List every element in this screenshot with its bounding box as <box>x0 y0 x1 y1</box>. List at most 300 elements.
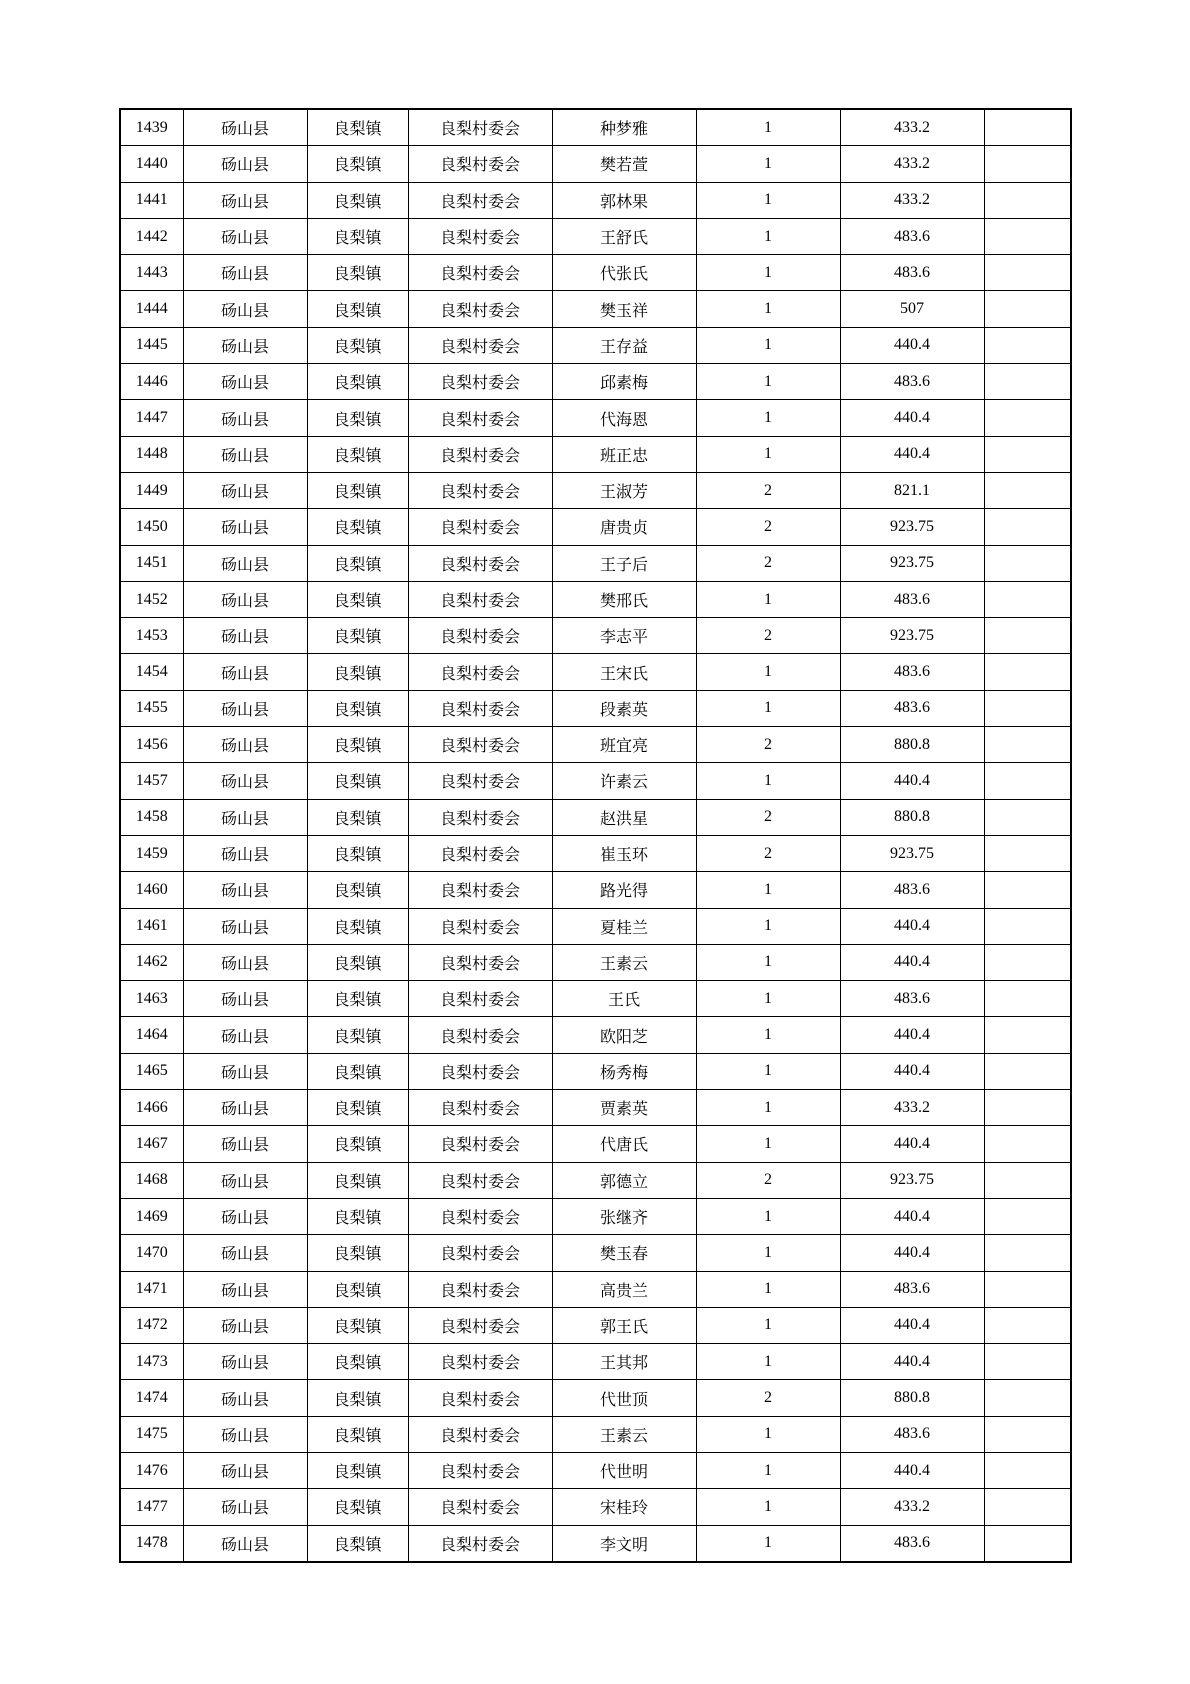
amount-cell: 923.75 <box>840 1162 984 1198</box>
name-cell: 崔玉环 <box>552 835 696 871</box>
count-cell: 1 <box>696 1525 840 1562</box>
remark-cell <box>984 436 1071 472</box>
table-row <box>120 182 1071 218</box>
count-cell: 1 <box>696 872 840 908</box>
town-cell: 良梨镇 <box>307 944 408 980</box>
village-committee-cell: 良梨村委会 <box>408 182 552 218</box>
name-cell: 郭林果 <box>552 182 696 218</box>
village-committee-cell: 良梨村委会 <box>408 1452 552 1488</box>
amount-cell: 440.4 <box>840 327 984 363</box>
amount-cell: 880.8 <box>840 799 984 835</box>
count-cell: 1 <box>696 581 840 617</box>
amount-cell: 923.75 <box>840 835 984 871</box>
village-committee-cell: 良梨村委会 <box>408 908 552 944</box>
amount-cell: 433.2 <box>840 1489 984 1525</box>
town-cell: 良梨镇 <box>307 436 408 472</box>
name-cell: 王氏 <box>552 981 696 1017</box>
table-row <box>120 618 1071 654</box>
village-committee-cell: 良梨村委会 <box>408 763 552 799</box>
row-number-cell: 1454 <box>120 654 183 690</box>
name-cell: 王宋氏 <box>552 654 696 690</box>
name-cell: 樊若萱 <box>552 146 696 182</box>
remark-cell <box>984 1452 1071 1488</box>
county-cell: 砀山县 <box>183 1235 307 1271</box>
table-row <box>120 835 1071 871</box>
remark-cell <box>984 981 1071 1017</box>
town-cell: 良梨镇 <box>307 872 408 908</box>
table-row <box>120 872 1071 908</box>
name-cell: 宋桂玲 <box>552 1489 696 1525</box>
amount-cell: 440.4 <box>840 1452 984 1488</box>
village-committee-cell: 良梨村委会 <box>408 581 552 617</box>
name-cell: 杨秀梅 <box>552 1053 696 1089</box>
village-committee-cell: 良梨村委会 <box>408 1126 552 1162</box>
row-number-cell: 1469 <box>120 1198 183 1234</box>
table-row <box>120 1416 1071 1452</box>
name-cell: 贾素英 <box>552 1090 696 1126</box>
amount-cell: 483.6 <box>840 218 984 254</box>
row-number-cell: 1471 <box>120 1271 183 1307</box>
count-cell: 1 <box>696 908 840 944</box>
town-cell: 良梨镇 <box>307 1017 408 1053</box>
amount-cell: 483.6 <box>840 981 984 1017</box>
county-cell: 砀山县 <box>183 1416 307 1452</box>
village-committee-cell: 良梨村委会 <box>408 146 552 182</box>
village-committee-cell: 良梨村委会 <box>408 981 552 1017</box>
county-cell: 砀山县 <box>183 1017 307 1053</box>
county-cell: 砀山县 <box>183 1090 307 1126</box>
count-cell: 1 <box>696 1489 840 1525</box>
town-cell: 良梨镇 <box>307 400 408 436</box>
county-cell: 砀山县 <box>183 872 307 908</box>
table-row <box>120 436 1071 472</box>
county-cell: 砀山县 <box>183 109 307 146</box>
remark-cell <box>984 1489 1071 1525</box>
amount-cell: 923.75 <box>840 618 984 654</box>
county-cell: 砀山县 <box>183 1198 307 1234</box>
village-committee-cell: 良梨村委会 <box>408 509 552 545</box>
amount-cell: 440.4 <box>840 1307 984 1343</box>
row-number-cell: 1456 <box>120 727 183 763</box>
count-cell: 1 <box>696 1017 840 1053</box>
village-committee-cell: 良梨村委会 <box>408 654 552 690</box>
count-cell: 1 <box>696 1126 840 1162</box>
town-cell: 良梨镇 <box>307 981 408 1017</box>
remark-cell <box>984 109 1071 146</box>
row-number-cell: 1459 <box>120 835 183 871</box>
town-cell: 良梨镇 <box>307 1416 408 1452</box>
row-number-cell: 1445 <box>120 327 183 363</box>
count-cell: 2 <box>696 618 840 654</box>
county-cell: 砀山县 <box>183 981 307 1017</box>
table-row <box>120 109 1071 146</box>
row-number-cell: 1449 <box>120 472 183 508</box>
village-committee-cell: 良梨村委会 <box>408 545 552 581</box>
remark-cell <box>984 472 1071 508</box>
table-row <box>120 509 1071 545</box>
remark-cell <box>984 1198 1071 1234</box>
town-cell: 良梨镇 <box>307 1271 408 1307</box>
name-cell: 唐贵贞 <box>552 509 696 545</box>
name-cell: 高贵兰 <box>552 1271 696 1307</box>
count-cell: 2 <box>696 509 840 545</box>
name-cell: 代唐氏 <box>552 1126 696 1162</box>
county-cell: 砀山县 <box>183 908 307 944</box>
remark-cell <box>984 727 1071 763</box>
name-cell: 代世顶 <box>552 1380 696 1416</box>
village-committee-cell: 良梨村委会 <box>408 1271 552 1307</box>
remark-cell <box>984 1162 1071 1198</box>
remark-cell <box>984 1090 1071 1126</box>
county-cell: 砀山县 <box>183 364 307 400</box>
table-row <box>120 1053 1071 1089</box>
town-cell: 良梨镇 <box>307 327 408 363</box>
row-number-cell: 1447 <box>120 400 183 436</box>
county-cell: 砀山县 <box>183 1307 307 1343</box>
remark-cell <box>984 799 1071 835</box>
table-row <box>120 1090 1071 1126</box>
row-number-cell: 1455 <box>120 690 183 726</box>
count-cell: 1 <box>696 654 840 690</box>
village-committee-cell: 良梨村委会 <box>408 1053 552 1089</box>
village-committee-cell: 良梨村委会 <box>408 1344 552 1380</box>
town-cell: 良梨镇 <box>307 364 408 400</box>
county-cell: 砀山县 <box>183 291 307 327</box>
county-cell: 砀山县 <box>183 255 307 291</box>
remark-cell <box>984 1380 1071 1416</box>
name-cell: 李志平 <box>552 618 696 654</box>
town-cell: 良梨镇 <box>307 182 408 218</box>
row-number-cell: 1475 <box>120 1416 183 1452</box>
village-committee-cell: 良梨村委会 <box>408 1017 552 1053</box>
remark-cell <box>984 327 1071 363</box>
county-cell: 砀山县 <box>183 835 307 871</box>
table-row <box>120 1162 1071 1198</box>
amount-cell: 880.8 <box>840 1380 984 1416</box>
row-number-cell: 1476 <box>120 1452 183 1488</box>
amount-cell: 440.4 <box>840 944 984 980</box>
row-number-cell: 1444 <box>120 291 183 327</box>
row-number-cell: 1458 <box>120 799 183 835</box>
amount-cell: 923.75 <box>840 545 984 581</box>
row-number-cell: 1467 <box>120 1126 183 1162</box>
town-cell: 良梨镇 <box>307 908 408 944</box>
count-cell: 1 <box>696 1235 840 1271</box>
county-cell: 砀山县 <box>183 1489 307 1525</box>
row-number-cell: 1440 <box>120 146 183 182</box>
row-number-cell: 1470 <box>120 1235 183 1271</box>
village-committee-cell: 良梨村委会 <box>408 618 552 654</box>
amount-cell: 483.6 <box>840 654 984 690</box>
remark-cell <box>984 581 1071 617</box>
remark-cell <box>984 146 1071 182</box>
name-cell: 郭王氏 <box>552 1307 696 1343</box>
village-committee-cell: 良梨村委会 <box>408 835 552 871</box>
town-cell: 良梨镇 <box>307 1198 408 1234</box>
county-cell: 砀山县 <box>183 944 307 980</box>
name-cell: 张继齐 <box>552 1198 696 1234</box>
remark-cell <box>984 690 1071 726</box>
name-cell: 王存益 <box>552 327 696 363</box>
table-row <box>120 981 1071 1017</box>
name-cell: 邱素梅 <box>552 364 696 400</box>
amount-cell: 483.6 <box>840 1525 984 1562</box>
table-row <box>120 545 1071 581</box>
count-cell: 1 <box>696 109 840 146</box>
count-cell: 1 <box>696 1090 840 1126</box>
count-cell: 1 <box>696 1271 840 1307</box>
name-cell: 代张氏 <box>552 255 696 291</box>
row-number-cell: 1439 <box>120 109 183 146</box>
table-row <box>120 1235 1071 1271</box>
name-cell: 樊邢氏 <box>552 581 696 617</box>
name-cell: 代世明 <box>552 1452 696 1488</box>
name-cell: 王素云 <box>552 944 696 980</box>
row-number-cell: 1452 <box>120 581 183 617</box>
count-cell: 1 <box>696 255 840 291</box>
remark-cell <box>984 1271 1071 1307</box>
amount-cell: 483.6 <box>840 1416 984 1452</box>
row-number-cell: 1464 <box>120 1017 183 1053</box>
town-cell: 良梨镇 <box>307 1053 408 1089</box>
row-number-cell: 1477 <box>120 1489 183 1525</box>
county-cell: 砀山县 <box>183 545 307 581</box>
county-cell: 砀山县 <box>183 1452 307 1488</box>
amount-cell: 821.1 <box>840 472 984 508</box>
town-cell: 良梨镇 <box>307 472 408 508</box>
village-committee-cell: 良梨村委会 <box>408 944 552 980</box>
table-row <box>120 1198 1071 1234</box>
row-number-cell: 1441 <box>120 182 183 218</box>
village-committee-cell: 良梨村委会 <box>408 436 552 472</box>
row-number-cell: 1474 <box>120 1380 183 1416</box>
table-row <box>120 1017 1071 1053</box>
name-cell: 樊玉春 <box>552 1235 696 1271</box>
name-cell: 樊玉祥 <box>552 291 696 327</box>
village-committee-cell: 良梨村委会 <box>408 364 552 400</box>
county-cell: 砀山县 <box>183 1380 307 1416</box>
name-cell: 班宜亮 <box>552 727 696 763</box>
remark-cell <box>984 908 1071 944</box>
count-cell: 1 <box>696 690 840 726</box>
table-row <box>120 255 1071 291</box>
town-cell: 良梨镇 <box>307 109 408 146</box>
town-cell: 良梨镇 <box>307 1452 408 1488</box>
amount-cell: 923.75 <box>840 509 984 545</box>
count-cell: 2 <box>696 727 840 763</box>
village-committee-cell: 良梨村委会 <box>408 690 552 726</box>
village-committee-cell: 良梨村委会 <box>408 1489 552 1525</box>
row-number-cell: 1463 <box>120 981 183 1017</box>
row-number-cell: 1478 <box>120 1525 183 1562</box>
amount-cell: 440.4 <box>840 1198 984 1234</box>
village-committee-cell: 良梨村委会 <box>408 1380 552 1416</box>
remark-cell <box>984 400 1071 436</box>
table-row <box>120 690 1071 726</box>
name-cell: 路光得 <box>552 872 696 908</box>
remark-cell <box>984 218 1071 254</box>
remark-cell <box>984 1235 1071 1271</box>
village-committee-cell: 良梨村委会 <box>408 1307 552 1343</box>
table-row <box>120 1489 1071 1525</box>
count-cell: 2 <box>696 799 840 835</box>
table-row <box>120 944 1071 980</box>
town-cell: 良梨镇 <box>307 545 408 581</box>
table-row <box>120 146 1071 182</box>
amount-cell: 440.4 <box>840 1344 984 1380</box>
row-number-cell: 1443 <box>120 255 183 291</box>
town-cell: 良梨镇 <box>307 255 408 291</box>
table-row <box>120 1307 1071 1343</box>
county-cell: 砀山县 <box>183 1126 307 1162</box>
amount-cell: 483.6 <box>840 1271 984 1307</box>
town-cell: 良梨镇 <box>307 1525 408 1562</box>
county-cell: 砀山县 <box>183 581 307 617</box>
village-committee-cell: 良梨村委会 <box>408 327 552 363</box>
remark-cell <box>984 545 1071 581</box>
remark-cell <box>984 944 1071 980</box>
row-number-cell: 1468 <box>120 1162 183 1198</box>
row-number-cell: 1466 <box>120 1090 183 1126</box>
count-cell: 2 <box>696 1380 840 1416</box>
row-number-cell: 1460 <box>120 872 183 908</box>
table-row <box>120 327 1071 363</box>
row-number-cell: 1461 <box>120 908 183 944</box>
remark-cell <box>984 618 1071 654</box>
village-committee-cell: 良梨村委会 <box>408 1416 552 1452</box>
amount-cell: 440.4 <box>840 1017 984 1053</box>
table-row <box>120 472 1071 508</box>
count-cell: 2 <box>696 472 840 508</box>
data-table <box>119 108 1072 1563</box>
amount-cell: 440.4 <box>840 908 984 944</box>
row-number-cell: 1472 <box>120 1307 183 1343</box>
town-cell: 良梨镇 <box>307 618 408 654</box>
table-row <box>120 799 1071 835</box>
town-cell: 良梨镇 <box>307 218 408 254</box>
table-row <box>120 763 1071 799</box>
village-committee-cell: 良梨村委会 <box>408 109 552 146</box>
town-cell: 良梨镇 <box>307 146 408 182</box>
name-cell: 赵洪星 <box>552 799 696 835</box>
amount-cell: 440.4 <box>840 436 984 472</box>
remark-cell <box>984 763 1071 799</box>
county-cell: 砀山县 <box>183 400 307 436</box>
county-cell: 砀山县 <box>183 654 307 690</box>
amount-cell: 440.4 <box>840 1126 984 1162</box>
table-row <box>120 291 1071 327</box>
town-cell: 良梨镇 <box>307 727 408 763</box>
town-cell: 良梨镇 <box>307 291 408 327</box>
table-row <box>120 1525 1071 1562</box>
village-committee-cell: 良梨村委会 <box>408 1162 552 1198</box>
county-cell: 砀山县 <box>183 1271 307 1307</box>
town-cell: 良梨镇 <box>307 1489 408 1525</box>
count-cell: 1 <box>696 364 840 400</box>
county-cell: 砀山县 <box>183 146 307 182</box>
remark-cell <box>984 1416 1071 1452</box>
amount-cell: 483.6 <box>840 872 984 908</box>
count-cell: 1 <box>696 218 840 254</box>
county-cell: 砀山县 <box>183 509 307 545</box>
remark-cell <box>984 1525 1071 1562</box>
amount-cell: 483.6 <box>840 690 984 726</box>
table-body <box>120 109 1071 1562</box>
town-cell: 良梨镇 <box>307 1090 408 1126</box>
remark-cell <box>984 291 1071 327</box>
table-row <box>120 1380 1071 1416</box>
table-row <box>120 1344 1071 1380</box>
amount-cell: 440.4 <box>840 1053 984 1089</box>
table-row <box>120 1452 1071 1488</box>
amount-cell: 880.8 <box>840 727 984 763</box>
count-cell: 1 <box>696 1416 840 1452</box>
town-cell: 良梨镇 <box>307 1162 408 1198</box>
row-number-cell: 1446 <box>120 364 183 400</box>
county-cell: 砀山县 <box>183 218 307 254</box>
count-cell: 1 <box>696 1198 840 1234</box>
table-row <box>120 364 1071 400</box>
county-cell: 砀山县 <box>183 472 307 508</box>
table-row <box>120 400 1071 436</box>
village-committee-cell: 良梨村委会 <box>408 472 552 508</box>
amount-cell: 440.4 <box>840 763 984 799</box>
village-committee-cell: 良梨村委会 <box>408 799 552 835</box>
amount-cell: 483.6 <box>840 581 984 617</box>
table-row <box>120 908 1071 944</box>
town-cell: 良梨镇 <box>307 1307 408 1343</box>
village-committee-cell: 良梨村委会 <box>408 1235 552 1271</box>
county-cell: 砀山县 <box>183 1525 307 1562</box>
name-cell: 王舒氏 <box>552 218 696 254</box>
amount-cell: 440.4 <box>840 1235 984 1271</box>
row-number-cell: 1453 <box>120 618 183 654</box>
table-row <box>120 581 1071 617</box>
remark-cell <box>984 1307 1071 1343</box>
count-cell: 1 <box>696 146 840 182</box>
table-row <box>120 218 1071 254</box>
count-cell: 2 <box>696 545 840 581</box>
row-number-cell: 1465 <box>120 1053 183 1089</box>
remark-cell <box>984 509 1071 545</box>
row-number-cell: 1462 <box>120 944 183 980</box>
county-cell: 砀山县 <box>183 763 307 799</box>
village-committee-cell: 良梨村委会 <box>408 400 552 436</box>
name-cell: 段素英 <box>552 690 696 726</box>
name-cell: 李文明 <box>552 1525 696 1562</box>
count-cell: 2 <box>696 1162 840 1198</box>
amount-cell: 433.2 <box>840 109 984 146</box>
table-row <box>120 1271 1071 1307</box>
village-committee-cell: 良梨村委会 <box>408 291 552 327</box>
amount-cell: 433.2 <box>840 1090 984 1126</box>
amount-cell: 483.6 <box>840 255 984 291</box>
town-cell: 良梨镇 <box>307 1235 408 1271</box>
name-cell: 王子后 <box>552 545 696 581</box>
table-row <box>120 727 1071 763</box>
row-number-cell: 1473 <box>120 1344 183 1380</box>
name-cell: 欧阳芝 <box>552 1017 696 1053</box>
name-cell: 王淑芳 <box>552 472 696 508</box>
count-cell: 1 <box>696 1452 840 1488</box>
amount-cell: 433.2 <box>840 182 984 218</box>
county-cell: 砀山县 <box>183 727 307 763</box>
name-cell: 王素云 <box>552 1416 696 1452</box>
name-cell: 班正忠 <box>552 436 696 472</box>
county-cell: 砀山县 <box>183 182 307 218</box>
town-cell: 良梨镇 <box>307 509 408 545</box>
county-cell: 砀山县 <box>183 327 307 363</box>
